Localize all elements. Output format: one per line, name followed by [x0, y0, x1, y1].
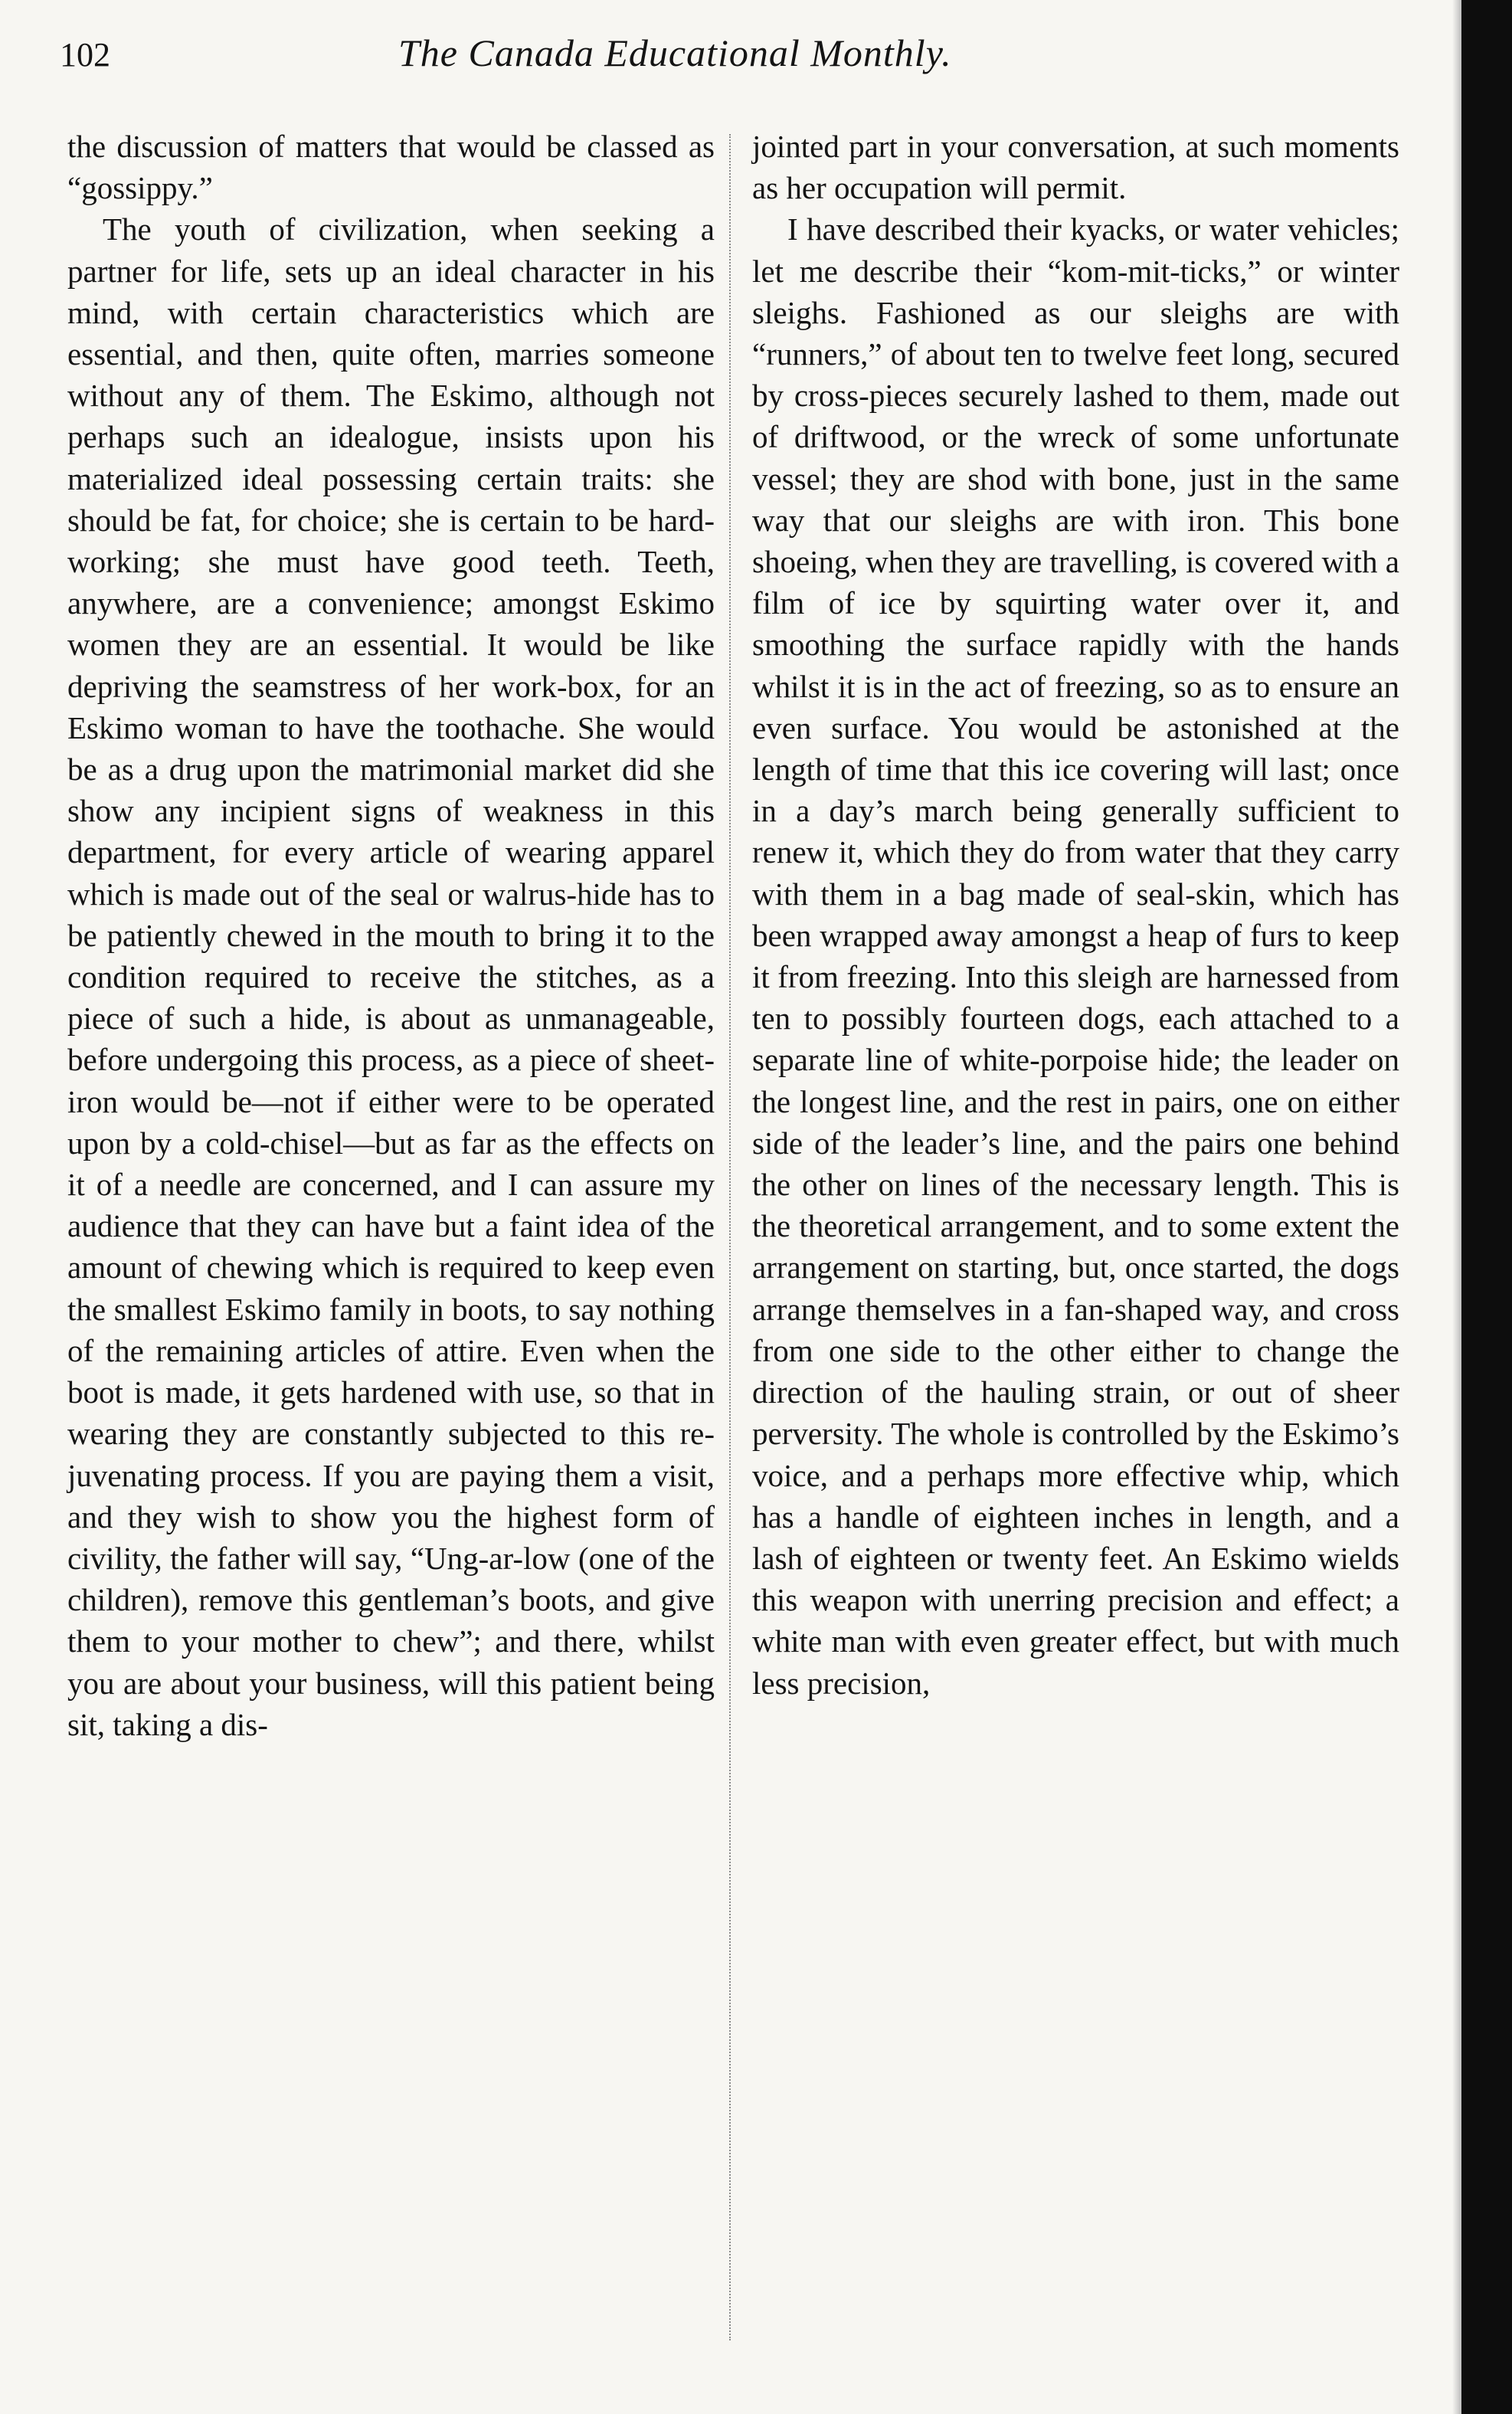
running-title: The Canada Educational Monthly. [398, 31, 952, 74]
page-number: 102 [60, 36, 110, 74]
right-column [752, 126, 1399, 1704]
left-paragraph-2: The youth of civilization, when seeking a partner for life, sets up an ideal character in his mind, with certain characteristics which are essential, and then, quite often, marries someone without any of them. The Eskimo, although not perhaps such an idealogue, insists upon his materialized ideal possessing certain traits: she should be fat, for choice; she is certain to be hard-working; she must have good teeth. Teeth, anywhere, are a convenience; amongst Eskimo women they are an essential. It would be like depriving the seamstress of her work-box, for an Eskimo woman to have the toothache. She would be as a drug upon the matrimonial market did she show any incipient signs of weakness in this department, for every article of wearing apparel which is made out of the seal or walrus-hide has to be patiently chewed in the mouth to bring it to the condition required to receive the stitches, as a piece of such a hide, is about as unmanageable, before undergoing this process, as a piece of sheet-iron would be—not if either were to be operated upon by a cold-chisel—but as far as the effects on it of a needle are concerned, and I can assure my audience that they can have but a faint idea of the amount of chewing which is required to keep even the smallest Eskimo family in boots, to say nothing of the remaining articles of attire. Even when the boot is made, it gets hardened with use, so that in wearing they are constantly subjected to this re-juvenating process. If you are paying them a visit, and they wish to show you the highest form of civility, the father will say, “Ung-ar-low (one of the children), remove this gentleman’s boots, and give them to your mother to chew”; and there, whilst you are about your business, will this patient being sit, taking a dis- [67, 211, 715, 1742]
right-paragraph-1: jointed part in your conversation, at such moments as her occupation will permit. [752, 129, 1399, 206]
page-edge-gradient [1452, 0, 1461, 2414]
scan-edge-shadow [1461, 0, 1512, 2414]
left-column [67, 126, 715, 1745]
left-paragraph-1: the discussion of matters that would be classed as “gossippy.” [67, 129, 715, 206]
column-divider [729, 134, 731, 2340]
right-paragraph-2: I have described their kyacks, or water vehicles; let me describe their “kom-mit-ticks,” or winter sleighs. Fashioned as our sleighs are with “runners,” of about ten to twelve feet long, secured by cross-pieces securely lashed to them, made out of driftwood, or the wreck of some unfortunate vessel; they are shod with bone, just in the same way that our sleighs are with iron. This bone shoeing, when they are travelling, is covered with a film of ice by squirting water over it, and smoothing the surface rapidly with the hands whilst it is in the act of freezing, so as to ensure an even surface. You would be astonished at the length of time that this ice covering will last; once in a day’s march being generally sufficient to renew it, which they do from water that they carry with them in a bag made of seal-skin, which has been wrapped away amongst a heap of furs to keep it from freezing. Into this sleigh are harnessed from ten to possibly fourteen dogs, each attached to a separate line of white-porpoise hide; the leader on the longest line, and the rest in pairs, one on either side of the leader’s line, and the pairs one behind the other on lines of the necessary length. This is the theoretical arrangement, and to some extent the arrangement on starting, but, once started, the dogs arrange themselves in a fan-shaped way, and cross from one side to the other either to change the direction of the hauling strain, or out of sheer perversity. The whole is controlled by the Eskimo’s voice, and a perhaps more effective whip, which has a handle of eighteen inches in length, and a lash of eighteen or twenty feet. An Eskimo wields this weapon with unerring precision and effect; a white man with even greater effect, but with much less precision, [752, 211, 1399, 1701]
